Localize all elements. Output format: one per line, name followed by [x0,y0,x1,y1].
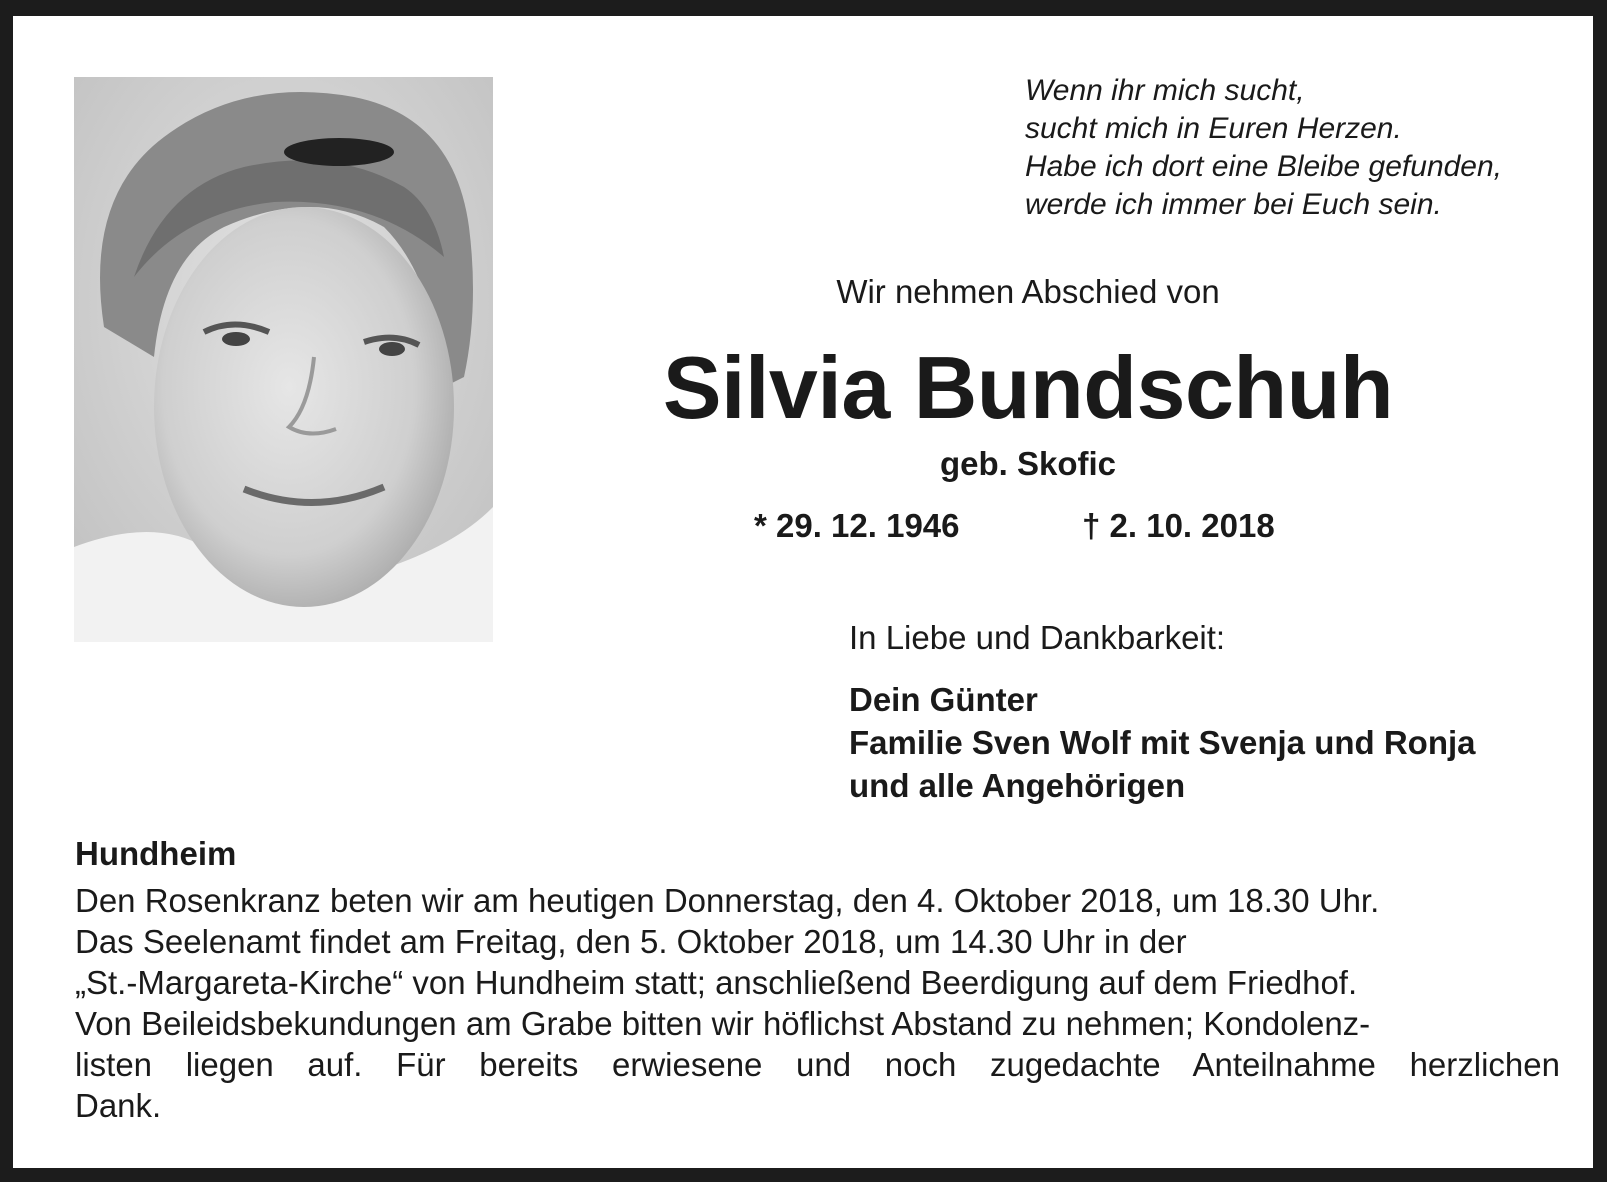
poem-line: Wenn ihr mich sucht, [1025,74,1305,107]
poem [1025,72,1502,224]
poem-line: Habe ich dort eine Bleibe gefunden, [1025,150,1503,183]
place-heading: Hundheim [75,835,237,872]
body-line: Den Rosenkranz beten wir am heutigen Donnerstag, den 4. Oktober 2018, um 18.30 Uhr. [75,882,1380,919]
portrait-image [74,77,493,642]
thanks-label: In Liebe und Dankbarkeit: [849,619,1226,656]
body-line: listen liegen auf. Für bereits erwiesene und noch zugedachte Anteilnahme herzlichen [75,1046,1560,1083]
maiden-name: geb. Skofic [939,445,1117,482]
farewell-intro: Wir nehmen Abschied von [836,273,1220,310]
portrait-photo [74,77,493,642]
body-line: Das Seelenamt findet am Freitag, den 5. Oktober 2018, um 14.30 Uhr in der [75,923,1187,960]
body-line: Dank. [75,1087,162,1124]
poem-line: werde ich immer bei Euch sein. [1025,188,1442,221]
mourner-line: Familie Sven Wolf mit Svenja und Ronja [849,724,1476,761]
death-date: † 2. 10. 2018 [1082,507,1275,544]
mourners-block [849,618,1476,807]
body-line: Von Beileidsbekundungen am Grabe bitten wir höflichst Abstand zu nehmen; Kondolenz- [75,1005,1371,1042]
mourner-line: und alle Angehörigen [849,767,1186,804]
mourner-line: Dein Günter [849,681,1038,718]
birth-date: * 29. 12. 1946 [754,507,960,544]
service-details [75,880,1560,1126]
body-line: „St.-Margareta-Kirche“ von Hundheim statt; anschließend Beerdigung auf dem Friedhof. [75,964,1358,1001]
poem-line: sucht mich in Euren Herzen. [1025,112,1402,145]
deceased-name: Silvia Bundschuh [662,338,1394,437]
